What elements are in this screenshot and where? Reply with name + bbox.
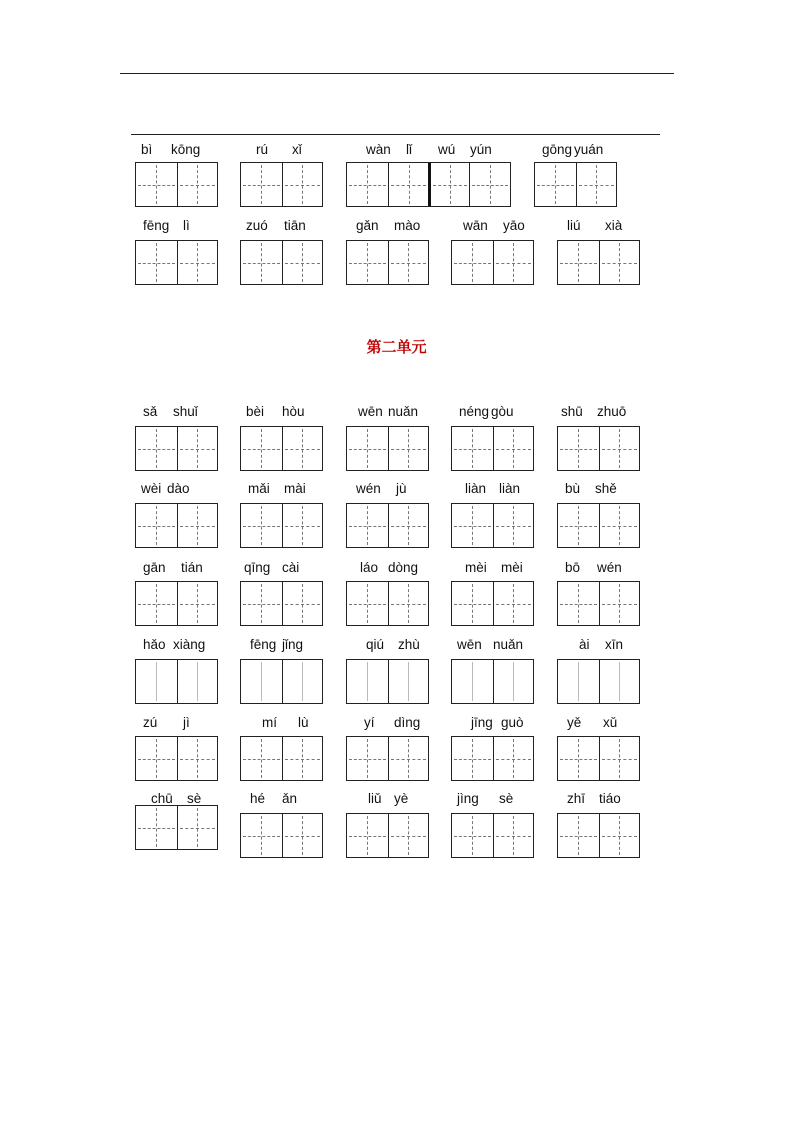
pinyin-syllable: mài <box>284 481 306 496</box>
writing-cell[interactable] <box>599 737 640 780</box>
writing-cell[interactable] <box>136 163 177 206</box>
pinyin-syllable: lì <box>183 218 190 233</box>
pinyin-syllable: wèi <box>141 481 162 496</box>
writing-grid[interactable] <box>451 813 534 858</box>
word-item <box>451 715 533 781</box>
pinyin-line <box>240 142 322 162</box>
pinyin-syllable: lù <box>298 715 309 730</box>
pinyin-line <box>557 560 639 580</box>
writing-grid[interactable] <box>240 240 323 285</box>
pinyin-syllable: wú <box>438 142 456 157</box>
pinyin-syllable: jù <box>396 481 407 496</box>
pinyin-line <box>135 142 217 162</box>
writing-grid[interactable] <box>346 162 511 207</box>
writing-cell[interactable] <box>241 241 282 284</box>
writing-cell[interactable] <box>282 504 323 547</box>
writing-grid[interactable] <box>451 426 534 471</box>
writing-cell[interactable] <box>177 504 218 547</box>
pinyin-syllable: xǔ <box>603 715 618 730</box>
pinyin-syllable: cài <box>282 560 300 575</box>
writing-cell[interactable] <box>347 660 388 703</box>
pinyin-syllable: tiān <box>284 218 306 233</box>
writing-cell[interactable] <box>282 814 323 857</box>
pinyin-line <box>240 637 322 657</box>
top-rule <box>120 73 674 74</box>
pinyin-syllable: xīn <box>605 637 624 652</box>
pinyin-syllable: mǎi <box>248 481 270 496</box>
pinyin-syllable: gǎn <box>356 218 379 233</box>
pinyin-line <box>346 637 428 657</box>
pinyin-syllable: zhuō <box>597 404 627 419</box>
pinyin-syllable: jì <box>183 715 190 730</box>
writing-cell[interactable] <box>388 163 429 206</box>
writing-cell[interactable] <box>347 241 388 284</box>
writing-grid[interactable] <box>557 659 640 704</box>
word-item <box>557 404 639 471</box>
pinyin-syllable: sè <box>499 791 514 806</box>
pinyin-syllable: fēng <box>143 218 170 233</box>
pinyin-syllable: xià <box>605 218 623 233</box>
writing-cell[interactable] <box>452 504 493 547</box>
pinyin-syllable: dòng <box>388 560 419 575</box>
pinyin-syllable: zú <box>143 715 158 730</box>
word-item <box>240 791 322 858</box>
writing-cell[interactable] <box>347 582 388 625</box>
writing-cell[interactable] <box>493 814 534 857</box>
pinyin-line <box>451 481 533 501</box>
word-item <box>346 142 510 207</box>
pinyin-syllable: qīng <box>244 560 271 575</box>
pinyin-syllable: dào <box>167 481 190 496</box>
pinyin-line <box>557 637 639 657</box>
writing-cell[interactable] <box>535 163 576 206</box>
pinyin-syllable: ài <box>579 637 590 652</box>
pinyin-syllable: jǐng <box>282 637 304 652</box>
pinyin-syllable: bèi <box>246 404 265 419</box>
writing-grid[interactable] <box>346 503 429 548</box>
writing-cell[interactable] <box>241 582 282 625</box>
writing-grid[interactable] <box>135 581 218 626</box>
pinyin-line <box>557 715 639 735</box>
pinyin-line <box>240 791 322 811</box>
word-item <box>451 791 533 858</box>
pinyin-syllable: lǐ <box>406 142 412 157</box>
writing-grid[interactable] <box>135 659 218 704</box>
pinyin-syllable: sè <box>187 791 202 806</box>
writing-grid[interactable] <box>557 240 640 285</box>
pinyin-syllable: hé <box>250 791 266 806</box>
writing-cell[interactable] <box>177 660 218 703</box>
writing-cell[interactable] <box>388 582 429 625</box>
pinyin-syllable: mào <box>394 218 421 233</box>
writing-grid[interactable] <box>346 813 429 858</box>
pinyin-line <box>557 218 639 238</box>
pinyin-line <box>451 715 533 735</box>
word-item <box>346 218 428 285</box>
pinyin-line <box>557 481 639 501</box>
writing-grid[interactable] <box>135 503 218 548</box>
writing-cell[interactable] <box>493 241 534 284</box>
pinyin-syllable: mèi <box>501 560 523 575</box>
pinyin-line <box>557 791 639 811</box>
writing-cell[interactable] <box>136 582 177 625</box>
pinyin-syllable: hòu <box>282 404 305 419</box>
writing-grid[interactable] <box>240 813 323 858</box>
writing-grid[interactable] <box>346 659 429 704</box>
pinyin-line <box>135 481 217 501</box>
writing-grid[interactable] <box>557 503 640 548</box>
writing-cell[interactable] <box>347 737 388 780</box>
writing-cell[interactable] <box>558 427 599 470</box>
word-item <box>240 637 322 704</box>
writing-cell[interactable] <box>136 660 177 703</box>
writing-grid[interactable] <box>534 162 617 207</box>
pinyin-syllable: yún <box>470 142 492 157</box>
writing-cell[interactable] <box>599 241 640 284</box>
writing-cell[interactable] <box>282 427 323 470</box>
writing-grid[interactable] <box>451 240 534 285</box>
pinyin-line <box>346 218 428 238</box>
writing-grid[interactable] <box>346 581 429 626</box>
pinyin-syllable: tiáo <box>599 791 621 806</box>
pinyin-syllable: bō <box>565 560 581 575</box>
writing-grid[interactable] <box>135 426 218 471</box>
word-item <box>135 715 217 781</box>
pinyin-line <box>534 142 616 162</box>
pinyin-syllable: qiú <box>366 637 385 652</box>
word-item <box>557 218 639 285</box>
writing-grid[interactable] <box>451 736 534 781</box>
writing-cell[interactable] <box>558 660 599 703</box>
writing-cell[interactable] <box>241 814 282 857</box>
pinyin-line <box>135 637 217 657</box>
pinyin-syllable: fēng <box>250 637 277 652</box>
writing-cell[interactable] <box>599 504 640 547</box>
pinyin-syllable: jìng <box>457 791 479 806</box>
pinyin-syllable: nuǎn <box>493 637 524 652</box>
pinyin-syllable: yāo <box>503 218 525 233</box>
writing-grid[interactable] <box>240 162 323 207</box>
word-item <box>451 481 533 548</box>
word-item <box>135 481 217 548</box>
pinyin-line <box>346 142 510 162</box>
pinyin-line <box>135 404 217 424</box>
pinyin-line <box>240 481 322 501</box>
pinyin-line <box>346 404 428 424</box>
pinyin-syllable: mí <box>262 715 277 730</box>
writing-cell[interactable] <box>241 163 282 206</box>
pinyin-syllable: guò <box>501 715 524 730</box>
pinyin-syllable: néng <box>459 404 490 419</box>
writing-cell[interactable] <box>493 427 534 470</box>
pinyin-syllable: liú <box>567 218 581 233</box>
word-item <box>346 791 428 858</box>
word-item <box>346 404 428 471</box>
writing-cell[interactable] <box>576 163 617 206</box>
writing-grid[interactable] <box>451 503 534 548</box>
writing-grid[interactable] <box>240 659 323 704</box>
writing-grid[interactable] <box>240 581 323 626</box>
writing-grid[interactable] <box>346 240 429 285</box>
pinyin-syllable: wān <box>463 218 488 233</box>
word-item <box>346 637 428 704</box>
writing-cell[interactable] <box>493 737 534 780</box>
pinyin-line <box>451 637 533 657</box>
writing-grid[interactable] <box>557 426 640 471</box>
word-item <box>557 715 639 781</box>
word-item <box>557 637 639 704</box>
pinyin-line <box>135 715 217 735</box>
word-item <box>240 218 322 285</box>
writing-grid[interactable] <box>346 736 429 781</box>
pinyin-syllable: yè <box>394 791 409 806</box>
writing-grid[interactable] <box>135 162 218 207</box>
word-item <box>451 637 533 704</box>
pinyin-line <box>240 218 322 238</box>
pinyin-syllable: gōng <box>542 142 573 157</box>
pinyin-syllable: rú <box>256 142 269 157</box>
pinyin-syllable: mèi <box>465 560 487 575</box>
writing-cell[interactable] <box>241 504 282 547</box>
writing-cell[interactable] <box>347 504 388 547</box>
writing-grid[interactable] <box>557 581 640 626</box>
writing-cell[interactable] <box>599 660 640 703</box>
writing-grid[interactable] <box>451 659 534 704</box>
writing-cell[interactable] <box>558 582 599 625</box>
writing-grid[interactable] <box>135 736 218 781</box>
writing-cell[interactable] <box>136 806 177 849</box>
writing-cell[interactable] <box>177 163 218 206</box>
word-item <box>451 218 533 285</box>
writing-cell[interactable] <box>452 582 493 625</box>
writing-cell[interactable] <box>282 737 323 780</box>
word-item <box>534 142 616 207</box>
word-item <box>135 637 217 704</box>
writing-cell[interactable] <box>388 814 429 857</box>
word-item <box>240 715 322 781</box>
pinyin-line <box>240 560 322 580</box>
writing-cell[interactable] <box>388 427 429 470</box>
writing-cell[interactable] <box>469 163 510 206</box>
pinyin-syllable: liàn <box>499 481 521 496</box>
writing-grid[interactable] <box>557 736 640 781</box>
writing-cell[interactable] <box>558 241 599 284</box>
unit-title: 第二单元 <box>366 338 427 356</box>
pinyin-syllable: shě <box>595 481 617 496</box>
word-item <box>557 560 639 626</box>
writing-grid[interactable] <box>135 805 218 850</box>
pinyin-line <box>451 560 533 580</box>
pinyin-syllable: wēn <box>358 404 383 419</box>
pinyin-line <box>451 791 533 811</box>
word-item <box>240 481 322 548</box>
word-item <box>135 791 217 850</box>
writing-grid[interactable] <box>451 581 534 626</box>
writing-grid[interactable] <box>240 426 323 471</box>
pinyin-syllable: wén <box>597 560 622 575</box>
pinyin-syllable: wēn <box>457 637 482 652</box>
pinyin-syllable: zuó <box>246 218 268 233</box>
pinyin-syllable: wàn <box>366 142 391 157</box>
pinyin-syllable: liàn <box>465 481 487 496</box>
writing-cell[interactable] <box>493 582 534 625</box>
writing-cell[interactable] <box>347 163 388 206</box>
pinyin-syllable: shuǐ <box>173 404 198 419</box>
pinyin-syllable: zhù <box>398 637 420 652</box>
writing-cell[interactable] <box>177 582 218 625</box>
pinyin-syllable: yuán <box>574 142 604 157</box>
word-item <box>135 404 217 471</box>
pinyin-line <box>346 715 428 735</box>
writing-cell[interactable] <box>136 427 177 470</box>
writing-cell[interactable] <box>347 814 388 857</box>
pinyin-line <box>557 404 639 424</box>
writing-cell[interactable] <box>136 504 177 547</box>
pinyin-syllable: láo <box>360 560 379 575</box>
word-item <box>451 560 533 626</box>
writing-cell[interactable] <box>599 814 640 857</box>
pinyin-syllable: kōng <box>171 142 201 157</box>
word-item <box>346 560 428 626</box>
pinyin-syllable: xiàng <box>173 637 206 652</box>
writing-grid[interactable] <box>346 426 429 471</box>
writing-grid[interactable] <box>557 813 640 858</box>
writing-cell[interactable] <box>347 427 388 470</box>
writing-cell[interactable] <box>452 660 493 703</box>
pinyin-syllable: tián <box>181 560 203 575</box>
writing-cell[interactable] <box>388 737 429 780</box>
word-item <box>135 218 217 285</box>
writing-cell[interactable] <box>558 737 599 780</box>
pinyin-syllable: dìng <box>394 715 421 730</box>
pinyin-syllable: sǎ <box>143 404 158 419</box>
writing-cell[interactable] <box>452 427 493 470</box>
pinyin-line <box>451 218 533 238</box>
pinyin-syllable: bù <box>565 481 581 496</box>
pinyin-line <box>346 560 428 580</box>
pinyin-syllable: chū <box>151 791 173 806</box>
pinyin-syllable: yí <box>364 715 375 730</box>
pinyin-syllable: zhī <box>567 791 586 806</box>
writing-cell[interactable] <box>177 241 218 284</box>
writing-cell[interactable] <box>177 737 218 780</box>
pinyin-syllable: wén <box>356 481 381 496</box>
writing-cell[interactable] <box>282 241 323 284</box>
section-rule <box>131 134 660 135</box>
word-item <box>240 560 322 626</box>
pinyin-syllable: jīng <box>471 715 493 730</box>
writing-cell[interactable] <box>136 241 177 284</box>
writing-cell[interactable] <box>493 504 534 547</box>
pinyin-syllable: ǎn <box>282 791 298 806</box>
pinyin-syllable: nuǎn <box>388 404 419 419</box>
word-item <box>135 142 217 207</box>
writing-cell[interactable] <box>452 814 493 857</box>
writing-cell[interactable] <box>558 814 599 857</box>
writing-cell[interactable] <box>241 737 282 780</box>
writing-cell[interactable] <box>452 737 493 780</box>
writing-cell[interactable] <box>282 582 323 625</box>
writing-cell[interactable] <box>388 241 429 284</box>
writing-cell[interactable] <box>282 660 323 703</box>
writing-cell[interactable] <box>599 427 640 470</box>
pinyin-line <box>240 404 322 424</box>
writing-cell[interactable] <box>177 427 218 470</box>
pinyin-syllable: yě <box>567 715 582 730</box>
word-item <box>346 481 428 548</box>
word-item <box>135 560 217 626</box>
writing-grid[interactable] <box>240 736 323 781</box>
word-item <box>557 481 639 548</box>
pinyin-syllable: shū <box>561 404 583 419</box>
pinyin-line <box>135 218 217 238</box>
writing-cell[interactable] <box>388 660 429 703</box>
pinyin-line <box>240 715 322 735</box>
writing-cell[interactable] <box>177 806 218 849</box>
pinyin-line <box>346 481 428 501</box>
pinyin-syllable: gòu <box>491 404 514 419</box>
pinyin-syllable: liǔ <box>368 791 382 806</box>
writing-cell[interactable] <box>558 504 599 547</box>
writing-cell[interactable] <box>599 582 640 625</box>
pinyin-syllable: hǎo <box>143 637 166 652</box>
pinyin-syllable: bì <box>141 142 153 157</box>
word-item <box>557 791 639 858</box>
writing-cell[interactable] <box>493 660 534 703</box>
pinyin-line <box>346 791 428 811</box>
pinyin-syllable: gān <box>143 560 166 575</box>
word-item <box>451 404 533 471</box>
pinyin-syllable: xǐ <box>292 142 302 157</box>
writing-cell[interactable] <box>452 241 493 284</box>
writing-cell[interactable] <box>282 163 323 206</box>
writing-cell[interactable] <box>388 504 429 547</box>
writing-cell[interactable] <box>241 660 282 703</box>
pinyin-line <box>135 560 217 580</box>
pinyin-line <box>451 404 533 424</box>
writing-cell[interactable] <box>428 163 469 206</box>
writing-cell[interactable] <box>241 427 282 470</box>
word-item <box>240 404 322 471</box>
writing-grid[interactable] <box>240 503 323 548</box>
writing-cell[interactable] <box>136 737 177 780</box>
word-item <box>346 715 428 781</box>
writing-grid[interactable] <box>135 240 218 285</box>
word-item <box>240 142 322 207</box>
